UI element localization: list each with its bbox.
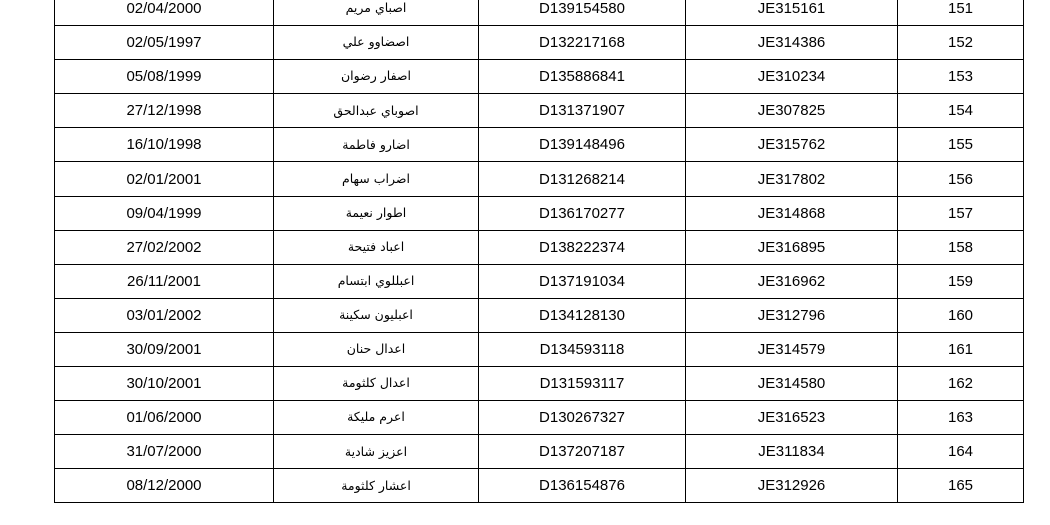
full-name-cell: اعبليون سكينة [274,298,479,332]
table-row [55,367,1024,401]
id-card-cell: D136170277 [479,196,686,230]
id-card-cell: D139148496 [479,128,686,162]
table-row [55,230,1024,264]
id-card-cell: D131268214 [479,162,686,196]
birth-date-cell: 26/11/2001 [55,264,274,298]
registration-code-cell: JE312926 [686,469,898,503]
row-number-cell: 162 [898,367,1024,401]
birth-date-cell: 01/06/2000 [55,401,274,435]
table-row [55,162,1024,196]
registration-code-cell: JE316962 [686,264,898,298]
table-row [55,0,1024,26]
records-table-body [55,0,1024,503]
id-card-cell: D136154876 [479,469,686,503]
full-name-cell: اصفار رضوان [274,60,479,94]
table-row [55,94,1024,128]
table-row [55,60,1024,94]
birth-date-cell: 02/04/2000 [55,0,274,26]
id-card-cell: D135886841 [479,60,686,94]
row-number-cell: 161 [898,332,1024,366]
id-card-cell: D134128130 [479,298,686,332]
row-number-cell: 154 [898,94,1024,128]
full-name-cell: اعشار كلثومة [274,469,479,503]
birth-date-cell: 02/05/1997 [55,26,274,60]
id-card-cell: D137207187 [479,435,686,469]
table-row [55,264,1024,298]
table-row [55,401,1024,435]
table-row [55,26,1024,60]
id-card-cell: D131371907 [479,94,686,128]
full-name-cell: اضراب سهام [274,162,479,196]
registration-code-cell: JE314868 [686,196,898,230]
birth-date-cell: 09/04/1999 [55,196,274,230]
row-number-cell: 156 [898,162,1024,196]
registration-code-cell: JE307825 [686,94,898,128]
row-number-cell: 157 [898,196,1024,230]
id-card-cell: D131593117 [479,367,686,401]
birth-date-cell: 05/08/1999 [55,60,274,94]
birth-date-cell: 31/07/2000 [55,435,274,469]
table-row [55,435,1024,469]
full-name-cell: اعدال كلثومة [274,367,479,401]
table-row [55,128,1024,162]
full-name-cell: اعدال حنان [274,332,479,366]
registration-code-cell: JE314386 [686,26,898,60]
full-name-cell: اعرم مليكة [274,401,479,435]
table-row [55,196,1024,230]
row-number-cell: 151 [898,0,1024,26]
full-name-cell: اصوباي عبدالحق [274,94,479,128]
registration-code-cell: JE315161 [686,0,898,26]
row-number-cell: 165 [898,469,1024,503]
table-row [55,469,1024,503]
id-card-cell: D139154580 [479,0,686,26]
id-card-cell: D134593118 [479,332,686,366]
row-number-cell: 160 [898,298,1024,332]
birth-date-cell: 30/09/2001 [55,332,274,366]
registration-code-cell: JE310234 [686,60,898,94]
full-name-cell: اصضاوو علي [274,26,479,60]
records-table [54,0,1024,503]
full-name-cell: اعبللوي ابتسام [274,264,479,298]
table-row [55,332,1024,366]
row-number-cell: 152 [898,26,1024,60]
birth-date-cell: 08/12/2000 [55,469,274,503]
full-name-cell: اعزيز شادية [274,435,479,469]
row-number-cell: 153 [898,60,1024,94]
row-number-cell: 158 [898,230,1024,264]
registration-code-cell: JE317802 [686,162,898,196]
registration-code-cell: JE315762 [686,128,898,162]
registration-code-cell: JE311834 [686,435,898,469]
id-card-cell: D130267327 [479,401,686,435]
full-name-cell: اعباد فتيحة [274,230,479,264]
id-card-cell: D138222374 [479,230,686,264]
birth-date-cell: 27/02/2002 [55,230,274,264]
birth-date-cell: 02/01/2001 [55,162,274,196]
registration-code-cell: JE314580 [686,367,898,401]
birth-date-cell: 27/12/1998 [55,94,274,128]
birth-date-cell: 16/10/1998 [55,128,274,162]
full-name-cell: اضارو فاطمة [274,128,479,162]
registration-code-cell: JE316895 [686,230,898,264]
id-card-cell: D137191034 [479,264,686,298]
row-number-cell: 164 [898,435,1024,469]
table-row [55,298,1024,332]
registration-code-cell: JE312796 [686,298,898,332]
birth-date-cell: 30/10/2001 [55,367,274,401]
registration-code-cell: JE316523 [686,401,898,435]
row-number-cell: 155 [898,128,1024,162]
id-card-cell: D132217168 [479,26,686,60]
birth-date-cell: 03/01/2002 [55,298,274,332]
row-number-cell: 159 [898,264,1024,298]
registration-code-cell: JE314579 [686,332,898,366]
full-name-cell: اطوار نعيمة [274,196,479,230]
row-number-cell: 163 [898,401,1024,435]
full-name-cell: اصباي مريم [274,0,479,26]
